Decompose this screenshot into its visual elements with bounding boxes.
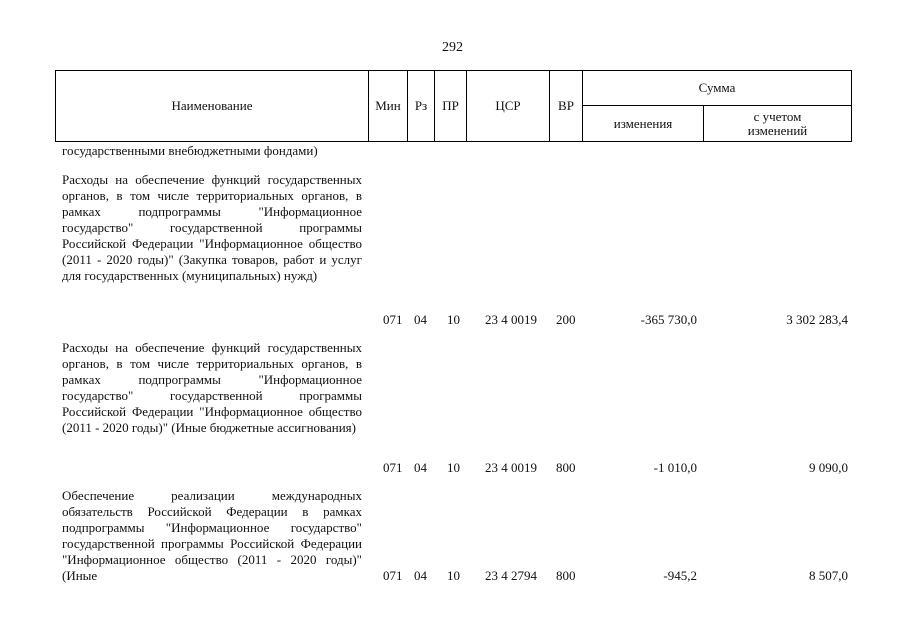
header-vr: ВР [558, 98, 574, 113]
row-total: 9 090,0 [809, 460, 848, 475]
row-change: -1 010,0 [653, 460, 697, 475]
row-vr: 800 [556, 460, 576, 475]
header-rz: Рз [414, 98, 428, 113]
row-change: -945,2 [663, 568, 697, 583]
row-change: -365 730,0 [640, 312, 697, 327]
row-rz: 04 [414, 568, 427, 583]
row-rz: 04 [414, 312, 427, 327]
header-bottom-border [55, 141, 852, 142]
row-pr: 10 [447, 312, 460, 327]
header-name: Наименование [171, 98, 253, 113]
row-name: Расходы на обеспечение функций государственных органов, в том числе территориальных органов, в рамках подпрограммы "Информационное государство" государственной программы Российской Федерации "Информационное общество (2011 - 2020 годы)" (Закупка товаров, работ и услуг для государственных (муниципальных) нужд) [62, 172, 362, 283]
carryover-text: государственными внебюджетными фондами) [62, 143, 318, 158]
row-name: Обеспечение реализации международных обязательств Российской Федерации в рамках подпрограммы "Информационное государство" государственной программы Российской Федерации "Информационное общество (2011 - 2020 годы)" (Иные [62, 488, 362, 583]
row-csr: 23 4 2794 [485, 568, 537, 583]
row-vr: 200 [556, 312, 576, 327]
header-csr: ЦСР [495, 98, 521, 113]
row-total: 8 507,0 [809, 568, 848, 583]
row-pr: 10 [447, 568, 460, 583]
row-min: 071 [383, 460, 403, 475]
row-rz: 04 [414, 460, 427, 475]
row-csr: 23 4 0019 [485, 460, 537, 475]
header-with-change: с учетом изменений [747, 108, 808, 138]
page-number: 292 [442, 40, 463, 55]
header-sum: Сумма [698, 80, 736, 95]
header-pr: ПР [442, 98, 459, 113]
row-csr: 23 4 0019 [485, 312, 537, 327]
row-pr: 10 [447, 460, 460, 475]
header-min: Мин [375, 98, 401, 113]
row-name: Расходы на обеспечение функций государственных органов, в том числе территориальных органов, в рамках подпрограммы "Информационное государство" государственной программы Российской Федерации "Информационное общество (2011 - 2020 годы)" (Иные бюджетные ассигнования) [62, 340, 362, 435]
header-change: изменения [613, 115, 673, 131]
row-total: 3 302 283,4 [786, 312, 848, 327]
row-vr: 800 [556, 568, 576, 583]
row-min: 071 [383, 568, 403, 583]
row-min: 071 [383, 312, 403, 327]
header-divider [851, 71, 852, 141]
